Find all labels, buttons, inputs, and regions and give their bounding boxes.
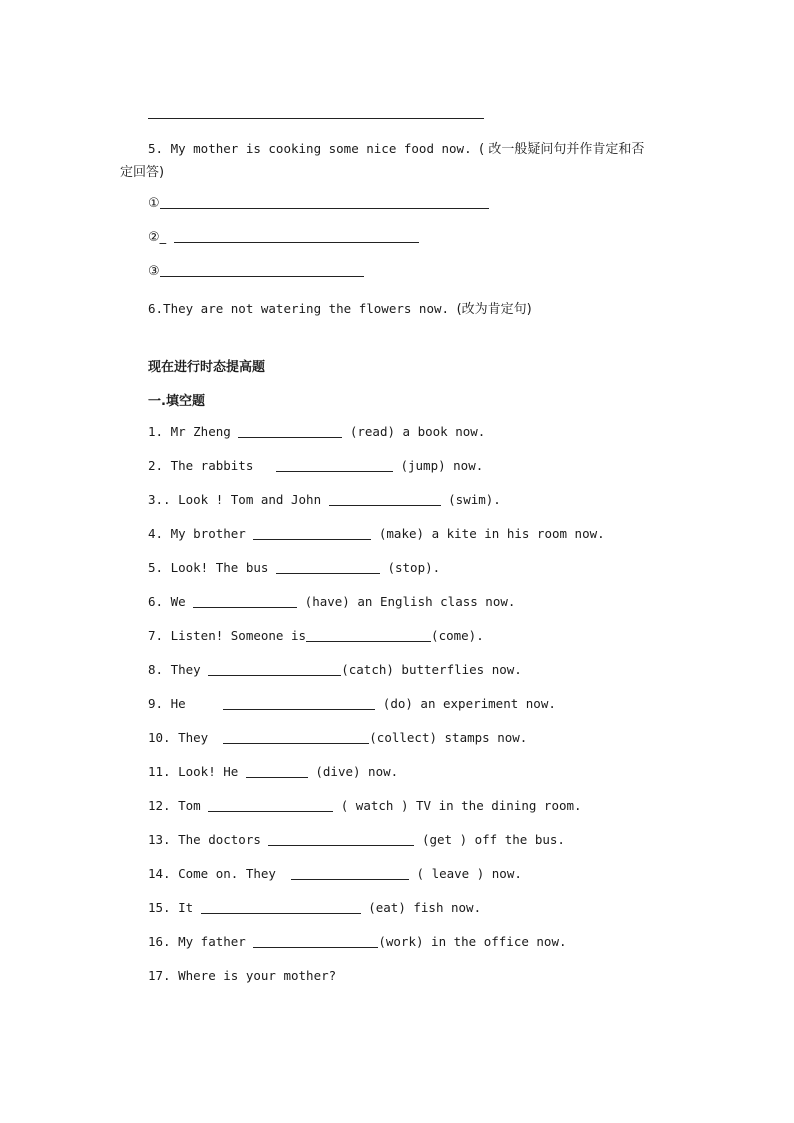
fill-blank[interactable] (253, 935, 378, 948)
fill-item-7 (148, 628, 484, 643)
fill-item-text: (get ) off the bus. (414, 832, 565, 847)
fill-item-text: (swim). (440, 492, 501, 507)
fill-blank[interactable] (223, 697, 375, 710)
fill-item-text: (jump) now. (392, 458, 484, 473)
question-6 (148, 298, 532, 317)
fill-blank[interactable] (208, 663, 341, 676)
fill-item-2 (148, 458, 483, 473)
question-5-instruction: ( 改一般疑问句并作肯定和否 (479, 142, 645, 157)
fill-item-text: (work) in the office now. (378, 934, 567, 949)
fill-blank[interactable] (208, 799, 333, 812)
answer-1-blank[interactable] (160, 196, 489, 209)
fill-item-text: 1. Mr Zheng (148, 424, 239, 439)
fill-item-text: 8. They (148, 662, 209, 677)
question-5 (148, 138, 644, 157)
question-5-english: 5. My mother is cooking some nice food now. (148, 141, 472, 156)
fill-item-text: (come). (431, 628, 484, 643)
fill-item-text: 10. They (148, 730, 224, 745)
fill-item-text: 3.. Look ! Tom and John (148, 492, 329, 507)
fill-item-15 (148, 900, 481, 915)
fill-item-text: 11. Look! He (148, 764, 246, 779)
answer-3-blank[interactable] (160, 264, 364, 277)
fill-item-text: ( leave ) now. (409, 866, 522, 881)
question-6-english: 6.They are not watering the flowers now. (148, 301, 450, 316)
fill-item-14 (148, 866, 522, 881)
fill-item-text: (collect) stamps now. (369, 730, 528, 745)
answer-line-top (148, 118, 484, 119)
subsection-title: 一.填空题 (148, 394, 205, 409)
fill-item-text: 16. My father (148, 934, 254, 949)
question-5-instruction-cont: 定回答) (120, 165, 165, 180)
fill-item-text: 4. My brother (148, 526, 254, 541)
answer-2-marker: ②_ (148, 230, 167, 245)
fill-item-text: (stop). (379, 560, 441, 575)
fill-item-5 (148, 560, 440, 575)
fill-item-1 (148, 424, 485, 439)
fill-blank[interactable] (253, 527, 371, 540)
fill-item-11 (148, 764, 398, 779)
fill-item-text: 12. Tom (148, 798, 209, 813)
fill-blank[interactable] (306, 629, 431, 642)
fill-blank[interactable] (329, 493, 441, 506)
fill-item-3 (148, 492, 501, 507)
answer-2-blank[interactable] (174, 230, 419, 243)
fill-item-17 (148, 968, 336, 983)
fill-item-text: 13. The doctors (148, 832, 269, 847)
section-title: 现在进行时态提高题 (148, 360, 266, 375)
fill-blank[interactable] (238, 425, 342, 438)
fill-item-6 (148, 594, 515, 609)
answer-2-row (148, 229, 419, 245)
fill-item-text: (catch) butterflies now. (341, 662, 522, 677)
fill-item-text: 2. The rabbits (148, 458, 276, 473)
fill-item-text: 14. Come on. They (148, 866, 291, 881)
fill-item-text: 6. We (148, 594, 194, 609)
fill-blank[interactable] (276, 459, 393, 472)
fill-item-text: (read) a book now. (342, 424, 486, 439)
fill-item-text: (dive) now. (307, 764, 399, 779)
answer-1-marker: ① (148, 196, 160, 211)
fill-blank[interactable] (246, 765, 308, 778)
fill-item-text: 17. Where is your mother? (148, 968, 337, 983)
fill-item-text: 5. Look! The bus (148, 560, 276, 575)
fill-item-10 (148, 730, 527, 745)
fill-item-text: (have) an English class now. (297, 594, 516, 609)
question-6-instruction: (改为肯定句) (456, 302, 532, 317)
fill-item-text: (eat) fish now. (360, 900, 482, 915)
fill-blank[interactable] (268, 833, 414, 846)
fill-blank[interactable] (223, 731, 369, 744)
answer-3-row (148, 263, 364, 279)
answer-1-row (148, 195, 489, 211)
fill-blank[interactable] (201, 901, 361, 914)
fill-item-16 (148, 934, 567, 949)
fill-item-text: ( watch ) TV in the dining room. (333, 798, 582, 813)
answer-3-marker: ③ (148, 264, 160, 279)
fill-item-4 (148, 526, 605, 541)
fill-item-text: (make) a kite in his room now. (371, 526, 605, 541)
fill-blank[interactable] (276, 561, 380, 574)
fill-item-text: 7. Listen! Someone is (148, 628, 307, 643)
fill-blank[interactable] (291, 867, 409, 880)
fill-item-text: 15. It (148, 900, 201, 915)
fill-item-8 (148, 662, 522, 677)
fill-item-13 (148, 832, 565, 847)
fill-blank[interactable] (193, 595, 297, 608)
fill-item-text: 9. He (148, 696, 224, 711)
fill-item-9 (148, 696, 556, 711)
fill-item-text: (do) an experiment now. (375, 696, 556, 711)
fill-item-12 (148, 798, 582, 813)
